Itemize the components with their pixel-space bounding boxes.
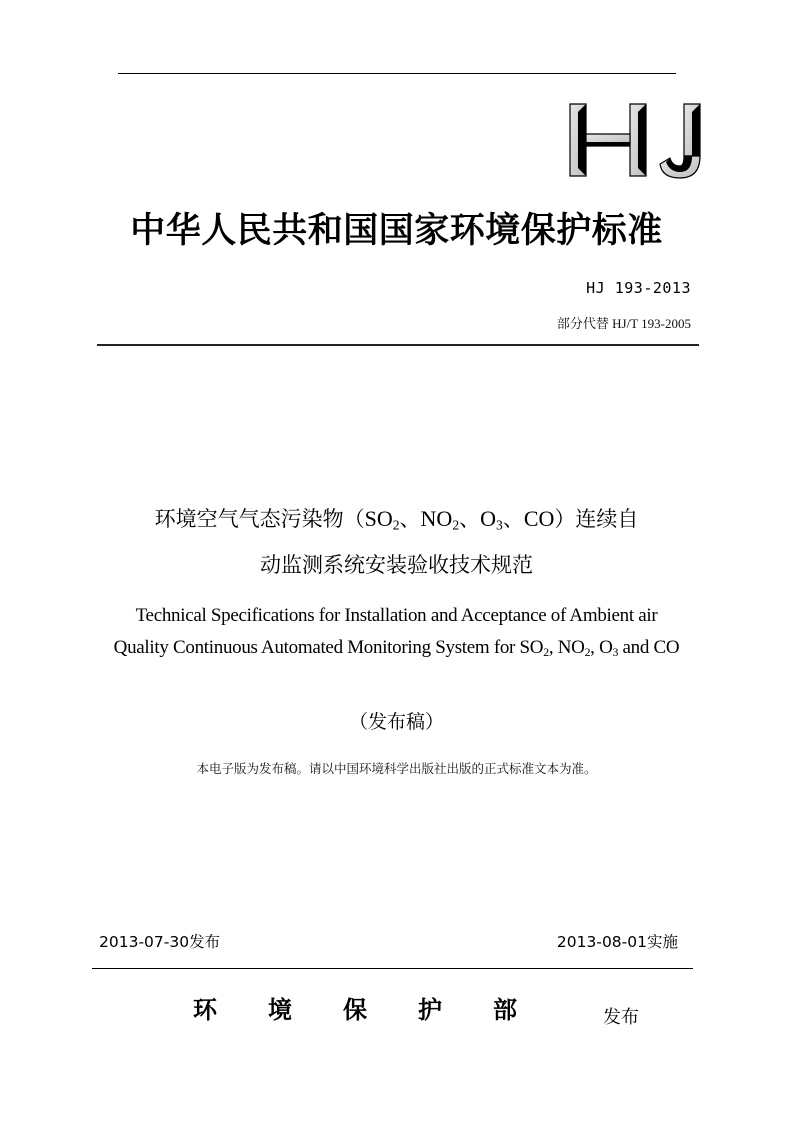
cn-title-suffix: ）连续自 xyxy=(554,507,639,531)
publish-label: 发布 xyxy=(603,1007,639,1028)
implementation-date: 2013-08-01实施 xyxy=(556,933,678,951)
pollutant-co: CO xyxy=(523,506,555,531)
replaces-standard: 部分代替 HJ/T 193-2005 xyxy=(556,316,691,331)
header-divider xyxy=(97,344,699,346)
top-divider xyxy=(118,73,676,74)
issuing-authority: 环 境 保 护 部 xyxy=(193,996,517,1024)
issue-date: 2013-07-30发布 xyxy=(99,933,221,951)
pollutant-so2: $SO_2$ xyxy=(364,506,400,533)
standard-category-title: 中华人民共和国国家环境保护标准 xyxy=(130,211,663,251)
pollutant-o3: $O_3$ xyxy=(480,506,503,533)
cn-title-prefix: 环境空气气态污染物（ xyxy=(154,507,365,531)
chinese-title-line-2: 动监测系统安装验收技术规范 xyxy=(260,553,533,577)
release-status-label: （发布稿） xyxy=(348,711,444,733)
footer-divider xyxy=(92,968,693,969)
pollutant-no2: $NO_2$ xyxy=(420,506,460,533)
electronic-version-note: 本电子版为发布稿。请以中国环境科学出版社出版的正式标准文本为准。 xyxy=(196,761,597,776)
standard-number: HJ 193-2013 xyxy=(586,279,691,297)
english-title: Technical Specifications for Installation and Acceptance of Ambient air Quality Continuous Automated Monitoring System for $SO_2$, $NO_2$, $O_3$ and CO xyxy=(113,605,680,659)
hj-logo-icon xyxy=(566,98,706,182)
chinese-title-line-1: 环境空气气态污染物（$SO_2$、$NO_2$、$O_3$、CO）连续自 xyxy=(154,506,639,533)
